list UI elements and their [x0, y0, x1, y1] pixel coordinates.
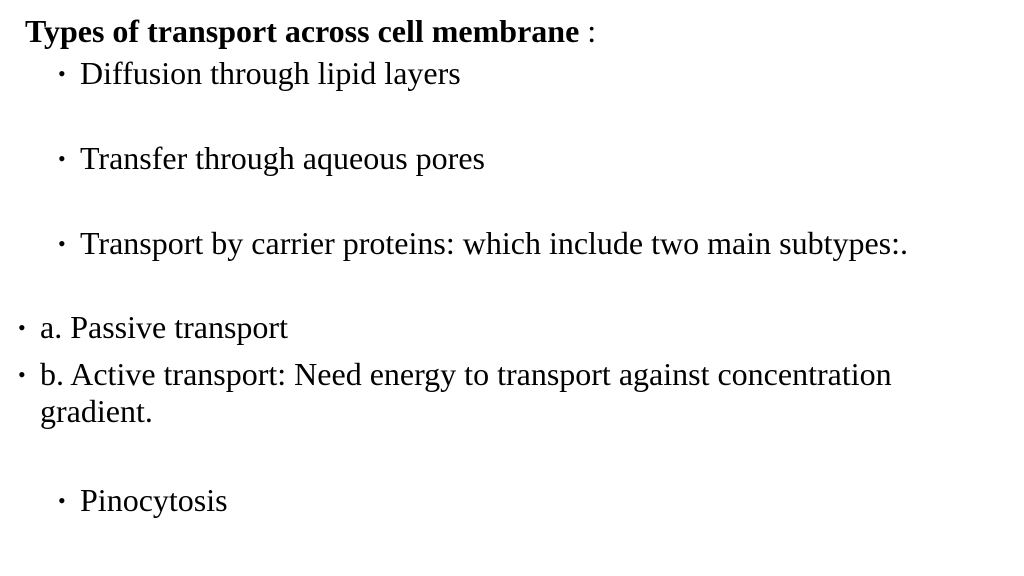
- bullet-icon: •: [58, 61, 66, 86]
- bullet-item-active-transport: [18, 356, 898, 430]
- bullet-text: b. Active transport: Need energy to transport against concentration gradient.: [40, 356, 892, 429]
- bullet-icon: •: [18, 362, 26, 387]
- bullet-item-passive-transport: [18, 309, 898, 346]
- title-text: Types of transport across cell membrane: [25, 13, 580, 49]
- bullet-item-aqueous-pores: [58, 140, 958, 177]
- bullet-icon: •: [58, 231, 66, 256]
- bullet-icon: •: [58, 146, 66, 171]
- bullet-text: a. Passive transport: [40, 309, 288, 345]
- bullet-text: Transport by carrier proteins: which include two main subtypes:.: [80, 225, 908, 261]
- slide-title: [25, 11, 596, 51]
- bullet-item-carrier-proteins: [58, 225, 958, 262]
- bullet-text: Diffusion through lipid layers: [80, 55, 461, 91]
- bullet-icon: •: [58, 488, 66, 513]
- title-colon: :: [579, 13, 597, 49]
- bullet-icon: •: [18, 315, 26, 340]
- bullet-text: Pinocytosis: [80, 482, 228, 518]
- bullet-text: Transfer through aqueous pores: [80, 140, 485, 176]
- bullet-item-pinocytosis: [58, 482, 958, 519]
- bullet-item-diffusion: [58, 55, 958, 92]
